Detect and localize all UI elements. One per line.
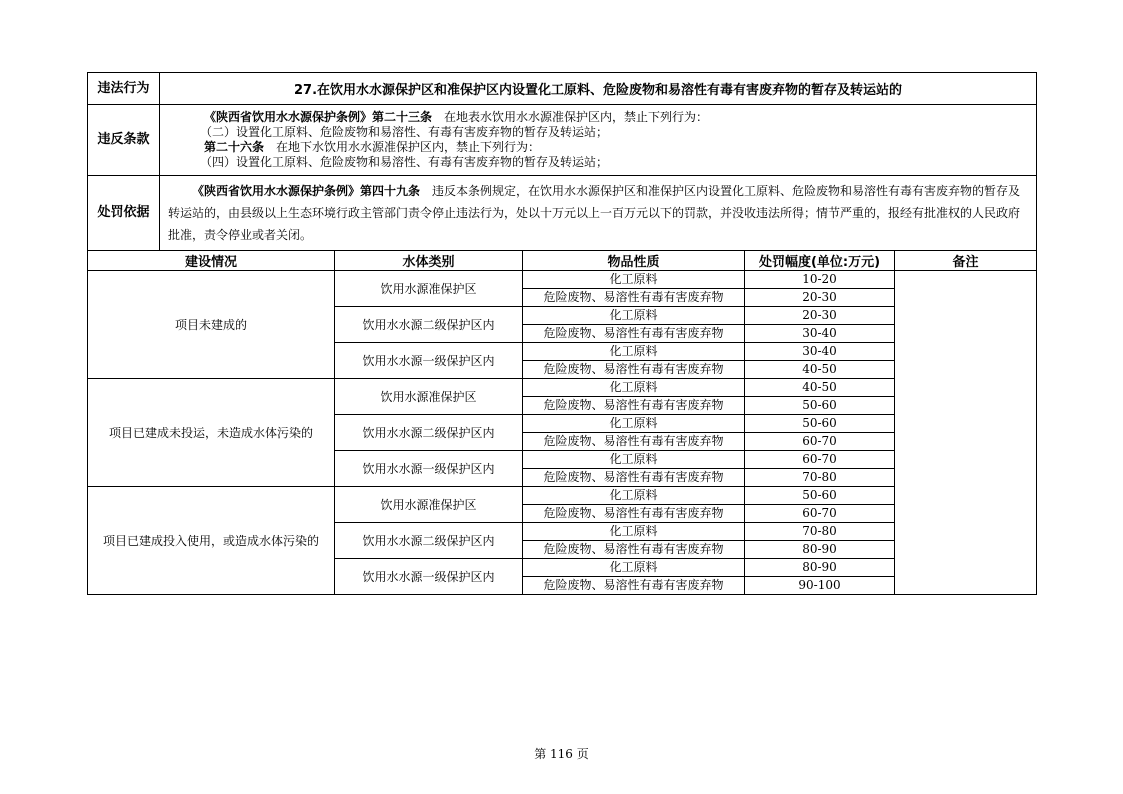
material-cell: 化工原料 <box>523 343 745 361</box>
fine-cell: 40-50 <box>745 361 895 379</box>
column-header-row <box>88 251 1037 271</box>
water-type-cell: 饮用水水源二级保护区内 <box>335 307 523 343</box>
fine-cell: 50-60 <box>745 415 895 433</box>
water-type-cell: 饮用水水源一级保护区内 <box>335 559 523 595</box>
material-cell: 化工原料 <box>523 415 745 433</box>
violation-row <box>88 73 1037 105</box>
fine-cell: 80-90 <box>745 559 895 577</box>
fine-cell: 60-70 <box>745 505 895 523</box>
clause-article: 《陕西省饮用水水源保护条例》第二十三条 <box>204 110 433 124</box>
table-row <box>88 379 1037 397</box>
material-cell: 危险废物、易溶性有毒有害废弃物 <box>523 325 745 343</box>
clause-text-part: 在地下水饮用水水源准保护区内，禁止下列行为： <box>264 140 541 154</box>
fine-cell: 60-70 <box>745 433 895 451</box>
document-page <box>87 72 1036 595</box>
clause-text-part: （四）设置化工原料、危险废物和易溶性、有毒有害废弃物的暂存及转运站； <box>200 155 609 169</box>
fine-cell: 90-100 <box>745 577 895 595</box>
water-type-cell: 饮用水水源一级保护区内 <box>335 343 523 379</box>
clause-label: 违反条款 <box>88 105 160 176</box>
situation-cell: 项目已建成未投运，未造成水体污染的 <box>88 379 335 487</box>
clause-text-part: 在地表水饮用水水源准保护区内，禁止下列行为： <box>432 110 709 124</box>
material-cell: 危险废物、易溶性有毒有害废弃物 <box>523 577 745 595</box>
material-cell: 危险废物、易溶性有毒有害废弃物 <box>523 289 745 307</box>
clause-lines <box>164 110 1032 170</box>
situation-cell: 项目未建成的 <box>88 271 335 379</box>
remark-cell <box>895 271 1037 595</box>
fine-cell: 80-90 <box>745 541 895 559</box>
material-cell: 危险废物、易溶性有毒有害废弃物 <box>523 361 745 379</box>
penalty-row <box>88 176 1037 251</box>
clause-line <box>200 155 1032 170</box>
fine-cell: 40-50 <box>745 379 895 397</box>
situation-cell: 项目已建成投入使用，或造成水体污染的 <box>88 487 335 595</box>
fine-cell: 50-60 <box>745 397 895 415</box>
clause-text <box>160 105 1037 176</box>
material-cell: 危险废物、易溶性有毒有害废弃物 <box>523 397 745 415</box>
penalty-label: 处罚依据 <box>88 176 160 251</box>
water-type-cell: 饮用水水源一级保护区内 <box>335 451 523 487</box>
col-water-type: 水体类别 <box>335 251 523 271</box>
water-type-cell: 饮用水水源二级保护区内 <box>335 415 523 451</box>
material-cell: 化工原料 <box>523 271 745 289</box>
material-cell: 危险废物、易溶性有毒有害废弃物 <box>523 433 745 451</box>
fine-cell: 70-80 <box>745 469 895 487</box>
clause-line <box>200 125 1032 140</box>
material-cell: 化工原料 <box>523 559 745 577</box>
page-number: 第 116 页 <box>534 747 589 761</box>
fine-cell: 50-60 <box>745 487 895 505</box>
fine-cell: 60-70 <box>745 451 895 469</box>
fine-cell: 70-80 <box>745 523 895 541</box>
water-type-cell: 饮用水源准保护区 <box>335 487 523 523</box>
violation-label: 违法行为 <box>88 73 160 105</box>
penalty-law: 《陕西省饮用水水源保护条例》第四十九条 <box>192 184 421 198</box>
clause-row <box>88 105 1037 176</box>
table-row <box>88 271 1037 289</box>
penalty-body: 违反本条例规定，在饮用水水源保护区和准保护区内设置化工原料、危险废物和易溶性有毒有害废弃物的暂存及转运站的，由县级以上生态环境行政主管部门责令停止违法行为，处以十万元以上一百万元以下的罚款，并没收违法所得；情节严重的，报经有批准权的人民政府批准，责令停业或者关闭。 <box>168 184 1021 242</box>
penalty-text <box>160 176 1037 251</box>
fine-cell: 20-30 <box>745 289 895 307</box>
col-material: 物品性质 <box>523 251 745 271</box>
water-type-cell: 饮用水源准保护区 <box>335 379 523 415</box>
material-cell: 化工原料 <box>523 379 745 397</box>
clause-line <box>204 140 1032 155</box>
clause-line <box>204 110 1032 125</box>
water-type-cell: 饮用水水源二级保护区内 <box>335 523 523 559</box>
fine-cell: 20-30 <box>745 307 895 325</box>
material-cell: 化工原料 <box>523 307 745 325</box>
penalty-table <box>87 72 1037 595</box>
col-fine: 处罚幅度(单位:万元) <box>745 251 895 271</box>
material-cell: 化工原料 <box>523 451 745 469</box>
material-cell: 危险废物、易溶性有毒有害废弃物 <box>523 505 745 523</box>
fine-cell: 30-40 <box>745 343 895 361</box>
clause-article: 第二十六条 <box>204 140 265 154</box>
clause-text-part: （二）设置化工原料、危险废物和易溶性、有毒有害废弃物的暂存及转运站； <box>200 125 609 139</box>
fine-cell: 30-40 <box>745 325 895 343</box>
table-row <box>88 487 1037 505</box>
material-cell: 化工原料 <box>523 487 745 505</box>
material-cell: 化工原料 <box>523 523 745 541</box>
col-remark: 备注 <box>895 251 1037 271</box>
col-situation: 建设情况 <box>88 251 335 271</box>
violation-title: 27.在饮用水水源保护区和准保护区内设置化工原料、危险废物和易溶性有毒有害废弃物的暂存及转运站的 <box>160 73 1037 105</box>
material-cell: 危险废物、易溶性有毒有害废弃物 <box>523 541 745 559</box>
water-type-cell: 饮用水源准保护区 <box>335 271 523 307</box>
fine-cell: 10-20 <box>745 271 895 289</box>
material-cell: 危险废物、易溶性有毒有害废弃物 <box>523 469 745 487</box>
